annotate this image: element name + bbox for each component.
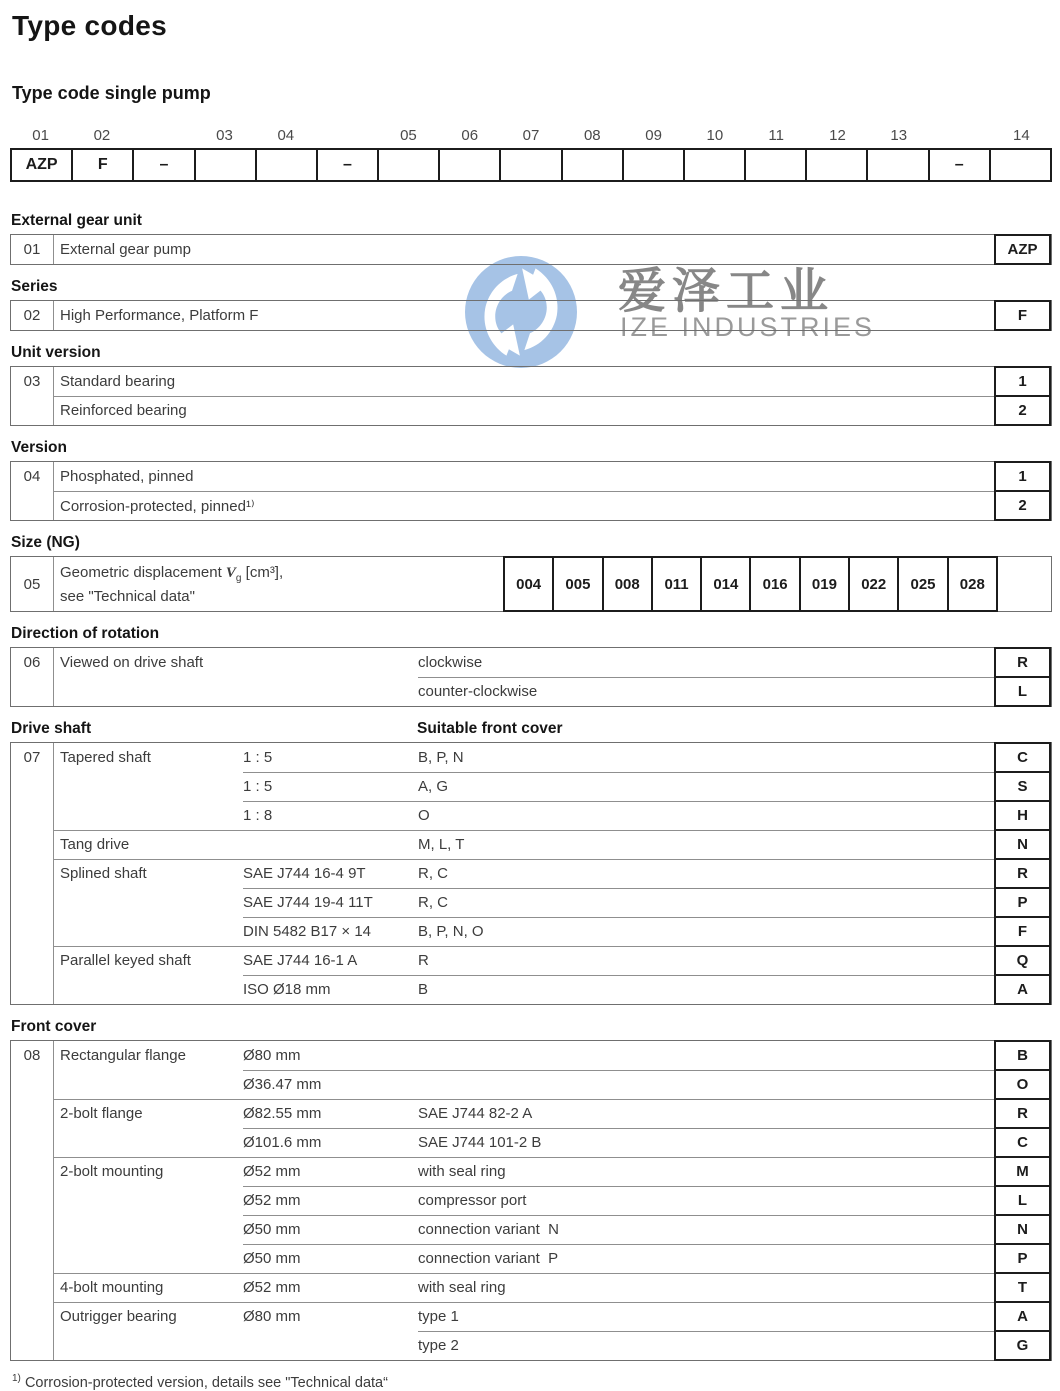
code-value: 1 (994, 461, 1051, 492)
row-detail: M, L, T (418, 836, 465, 853)
footnote-text: Corrosion-protected version, details see "Technical data“ (24, 1374, 388, 1391)
table-row (11, 1099, 1051, 1128)
row-label: High Performance, Platform F (60, 307, 259, 324)
table-row (11, 1273, 1051, 1302)
code-value: P (994, 887, 1051, 918)
code-value: C (994, 1127, 1051, 1158)
section-front-cover (10, 1018, 1052, 1361)
row-label: Tang drive (60, 836, 130, 853)
type-code-position-label: 13 (890, 127, 908, 144)
section-heading (11, 625, 1052, 641)
section-direction-of-rotation (10, 625, 1052, 707)
row-spec: Ø36.47 mm (243, 1076, 322, 1093)
row-divider (54, 859, 1051, 860)
row-spec: Ø80 mm (243, 1047, 301, 1064)
size-option: 014 (700, 556, 751, 612)
table-row (11, 491, 1051, 520)
table-row (11, 1186, 1051, 1215)
type-code-box-empty (989, 148, 1052, 182)
section-heading (11, 439, 1052, 455)
row-divider (54, 946, 1051, 947)
watermark-text-cn: 爱泽工业 (618, 265, 835, 318)
position-number: 05 (23, 575, 41, 593)
row-divider (243, 1128, 1051, 1129)
code-value: S (994, 771, 1051, 802)
type-code-box: – (132, 148, 195, 182)
row-divider (54, 1099, 1051, 1100)
type-code-box-empty (683, 148, 746, 182)
size-description-line1: Geometric displacement $V_g$ [cm³], (60, 563, 284, 584)
table-row (11, 677, 1051, 706)
code-value: A (994, 1301, 1051, 1332)
row-spec: Ø82.55 mm (243, 1105, 322, 1122)
section-size-ng (10, 534, 1052, 612)
row-label: Phosphated, pinned (60, 468, 194, 485)
section-heading (11, 212, 1052, 228)
row-label: Corrosion-protected, pinned¹⁾ (60, 497, 255, 515)
code-value: H (994, 800, 1051, 831)
row-spec: ISO Ø18 mm (243, 981, 331, 998)
type-code-position-label: 08 (583, 127, 601, 144)
table-row (11, 830, 1051, 859)
type-code-box-empty (561, 148, 624, 182)
position-number: 07 (23, 749, 41, 766)
row-label: Splined shaft (60, 865, 147, 882)
type-code-boxes (10, 148, 1052, 182)
row-divider (54, 830, 1051, 831)
section-heading-text: External gear unit (11, 212, 142, 229)
table-row (11, 917, 1051, 946)
section-heading (11, 1018, 1052, 1034)
position-number: 06 (23, 654, 41, 671)
row-label: Standard bearing (60, 373, 176, 390)
code-value: Q (994, 945, 1051, 976)
type-code-box: – (928, 148, 991, 182)
section-heading-text: Front cover (11, 1018, 97, 1035)
section-series (10, 278, 1052, 331)
row-spec: SAE J744 19-4 11T (243, 894, 373, 911)
row-spec: 1 : 8 (243, 807, 273, 824)
type-code-box: AZP (10, 148, 73, 182)
table-row (11, 743, 1051, 772)
row-detail: O (418, 807, 430, 824)
footnote (12, 1373, 1052, 1391)
row-detail: R, C (418, 894, 448, 911)
section-heading (11, 278, 1052, 294)
row-spec: Ø52 mm (243, 1279, 301, 1296)
row-detail: B (418, 981, 429, 998)
code-value: R (994, 1098, 1051, 1129)
row-detail: R, C (418, 865, 448, 882)
row-divider (243, 1186, 1051, 1187)
table-row (11, 235, 1051, 264)
code-value: F (994, 916, 1051, 947)
size-description-line2: see "Technical data" (60, 587, 195, 605)
row-detail: B, P, N (418, 749, 464, 766)
row-label: External gear pump (60, 241, 191, 258)
type-code-position-label: 04 (277, 127, 295, 144)
section-drive-shaft (10, 720, 1052, 1005)
table-row (11, 1128, 1051, 1157)
section-unit-version (10, 344, 1052, 426)
size-option: 025 (897, 556, 948, 612)
size-option: 004 (503, 556, 554, 612)
row-divider (54, 1157, 1051, 1158)
section-heading-text: Direction of rotation (11, 625, 160, 642)
page-subtitle: Type code single pump (12, 83, 211, 103)
row-detail: A, G (418, 778, 449, 795)
position-number: 08 (23, 1047, 41, 1064)
row-spec: DIN 5482 B17 × 14 (243, 923, 372, 940)
row-label: 4-bolt mounting (60, 1279, 164, 1296)
row-detail: clockwise (418, 654, 483, 671)
code-value: M (994, 1156, 1051, 1187)
size-option: 028 (947, 556, 998, 612)
type-code-position-label: 09 (645, 127, 662, 144)
section-table (10, 1040, 1052, 1361)
code-value: B (994, 1040, 1051, 1071)
code-value: N (994, 829, 1051, 860)
row-label: Outrigger bearing (60, 1308, 177, 1325)
row-spec: Ø50 mm (243, 1250, 301, 1267)
row-spec: 1 : 5 (243, 749, 273, 766)
row-detail: with seal ring (418, 1163, 506, 1180)
code-value: L (994, 1185, 1051, 1216)
code-value: P (994, 1243, 1051, 1274)
code-value: 2 (994, 490, 1051, 521)
size-option: 008 (602, 556, 653, 612)
row-detail: B, P, N, O (418, 923, 484, 940)
row-detail: type 2 (418, 1337, 459, 1354)
type-code-position-label: 10 (706, 127, 724, 144)
code-value: N (994, 1214, 1051, 1245)
row-detail: connection variant P (418, 1250, 559, 1267)
code-value: T (994, 1272, 1051, 1303)
type-code-diagram (10, 127, 1052, 182)
type-code-position-label: 05 (400, 127, 417, 144)
section-table (10, 366, 1052, 426)
table-row (11, 801, 1051, 830)
code-value: 2 (994, 395, 1051, 426)
type-code-position-label: 03 (216, 127, 233, 144)
page-title: Type codes (12, 10, 167, 41)
table-row (11, 1331, 1051, 1360)
code-value: A (994, 974, 1051, 1005)
type-code-box-empty (499, 148, 562, 182)
table-row (11, 462, 1051, 491)
size-option: 011 (651, 556, 702, 612)
code-value: AZP (994, 234, 1051, 265)
row-divider (243, 1244, 1051, 1245)
row-label: 2-bolt flange (60, 1105, 143, 1122)
table-row (11, 859, 1051, 888)
row-spec: Ø50 mm (243, 1221, 301, 1238)
row-detail: SAE J744 101-2 B (418, 1134, 542, 1151)
row-detail: SAE J744 82-2 A (418, 1105, 533, 1122)
row-divider (243, 1215, 1051, 1216)
watermark-text-en: IZE INDUSTRIES (620, 312, 876, 342)
section-heading-text: Unit version (11, 344, 101, 361)
section-heading-text: Series (11, 278, 58, 295)
code-value: 1 (994, 366, 1051, 397)
row-label: Tapered shaft (60, 749, 151, 766)
type-code-box-empty (255, 148, 318, 182)
row-detail: counter-clockwise (418, 683, 538, 700)
row-detail: type 1 (418, 1308, 459, 1325)
size-description (60, 557, 283, 611)
code-value: C (994, 742, 1051, 773)
row-divider (243, 975, 1051, 976)
row-label: Reinforced bearing (60, 402, 187, 419)
row-detail: R (418, 952, 429, 969)
type-code-position-labels (10, 127, 1052, 148)
position-number: 04 (23, 468, 41, 485)
position-number: 03 (23, 373, 41, 390)
row-divider (54, 396, 1051, 397)
type-code-box-empty (377, 148, 440, 182)
table-row (11, 367, 1051, 396)
vg-symbol: V (225, 564, 236, 581)
section-table (10, 742, 1052, 1005)
row-label: Parallel keyed shaft (60, 952, 191, 969)
section-external-gear-unit (10, 212, 1052, 265)
table-row (11, 1215, 1051, 1244)
code-value: F (994, 300, 1051, 331)
row-divider (54, 1273, 1051, 1274)
section-heading-text: Version (11, 439, 67, 456)
table-row (11, 301, 1051, 330)
type-code-box-empty (194, 148, 257, 182)
section-table (10, 647, 1052, 707)
row-detail: connection variant N (418, 1221, 559, 1238)
type-code-position-label: 14 (1013, 127, 1030, 144)
type-code-position-label: 01 (32, 127, 49, 144)
table-row (11, 975, 1051, 1004)
section-heading (11, 534, 1052, 550)
type-code-position-label: 07 (522, 127, 540, 144)
section-table (10, 234, 1052, 265)
section-table (10, 300, 1052, 331)
code-value: L (994, 676, 1051, 707)
code-sections (10, 212, 1052, 1361)
section-table (10, 556, 1052, 612)
table-row (11, 557, 1051, 611)
row-spec: Ø80 mm (243, 1308, 301, 1325)
row-divider (243, 772, 1051, 773)
table-row (11, 648, 1051, 677)
type-code-box-empty (805, 148, 868, 182)
size-option: 016 (749, 556, 800, 612)
table-row (11, 888, 1051, 917)
type-code-position-label: 02 (93, 127, 111, 144)
position-number: 01 (23, 241, 41, 258)
section-heading-text: Size (NG) (11, 534, 80, 551)
row-detail: compressor port (418, 1192, 527, 1209)
row-spec: SAE J744 16-4 9T (243, 865, 366, 882)
row-label: Viewed on drive shaft (60, 654, 204, 671)
section-heading (11, 344, 1052, 360)
row-spec: Ø101.6 mm (243, 1134, 322, 1151)
table-row (11, 1041, 1051, 1070)
type-code-position-label: 11 (768, 127, 784, 144)
section-version (10, 439, 1052, 521)
row-label: 2-bolt mounting (60, 1163, 164, 1180)
size-option: 019 (799, 556, 850, 612)
type-code-box-empty (866, 148, 929, 182)
type-code-box: – (316, 148, 379, 182)
size-option: 022 (848, 556, 899, 612)
row-label: Rectangular flange (60, 1047, 186, 1064)
row-divider (418, 1331, 1051, 1332)
code-value: R (994, 858, 1051, 889)
footnote-marker: 1) (12, 1373, 21, 1384)
code-value: R (994, 647, 1051, 678)
table-row (11, 1302, 1051, 1331)
type-code-position-label: 12 (829, 127, 846, 144)
section-heading (11, 720, 1052, 736)
table-row (11, 1157, 1051, 1186)
row-divider (243, 1070, 1051, 1071)
table-row (11, 1070, 1051, 1099)
row-divider (243, 801, 1051, 802)
type-code-position-label: 06 (461, 127, 479, 144)
section-subheading: Suitable front cover (417, 720, 563, 737)
type-code-box-empty (438, 148, 501, 182)
row-spec: 1 : 5 (243, 778, 273, 795)
section-table (10, 461, 1052, 521)
row-spec: Ø52 mm (243, 1163, 301, 1180)
type-code-box-empty (622, 148, 685, 182)
code-value: O (994, 1069, 1051, 1100)
row-divider (54, 1302, 1051, 1303)
table-row (11, 772, 1051, 801)
row-spec: Ø52 mm (243, 1192, 301, 1209)
row-detail: with seal ring (418, 1279, 506, 1296)
type-code-box: F (71, 148, 134, 182)
size-options (503, 556, 998, 612)
position-number: 02 (23, 307, 41, 324)
table-row (11, 1244, 1051, 1273)
table-row (11, 946, 1051, 975)
size-option: 005 (552, 556, 603, 612)
row-spec: SAE J744 16-1 A (243, 952, 358, 969)
code-value: G (994, 1330, 1051, 1361)
type-code-box-empty (744, 148, 807, 182)
section-heading-text: Drive shaft (11, 720, 92, 737)
table-row (11, 396, 1051, 425)
